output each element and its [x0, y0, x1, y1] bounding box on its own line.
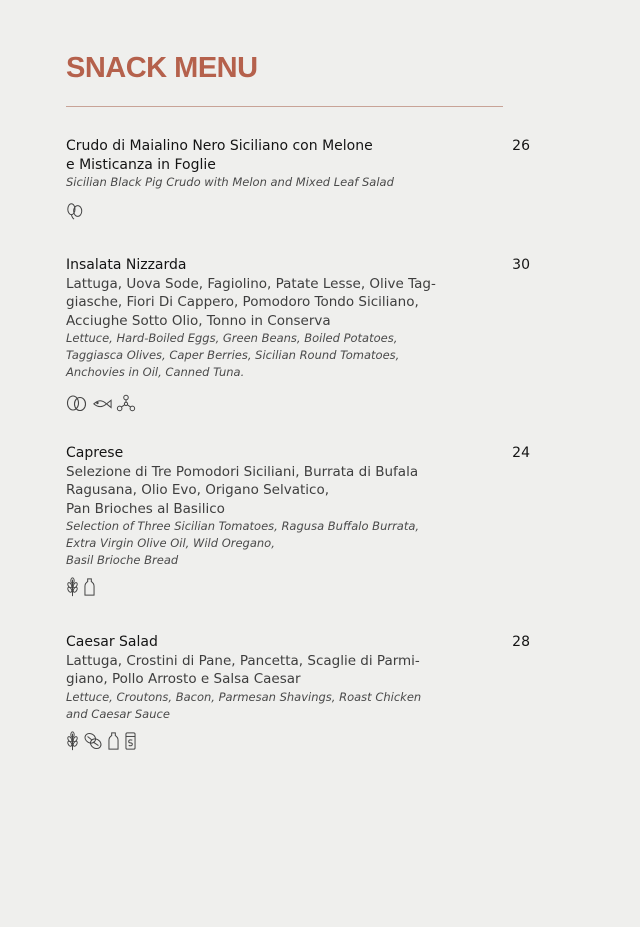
allergen-icons [66, 577, 530, 597]
item-name: Insalata Nizzarda [66, 257, 187, 273]
item-name: Caprese [66, 445, 124, 461]
item-description: Lattuga, Crostini di Pane, Pancetta, Scaglie di Parmi- giano, Pollo Arrosto e Salsa Caesar [66, 652, 420, 687]
allergen-icons [66, 731, 530, 751]
gluten-icon [66, 577, 79, 597]
allergen-icons [66, 393, 530, 413]
item-name: Caesar Salad [66, 634, 158, 650]
item-description: Selezione di Tre Pomodori Siciliani, Burrata di Bufala Ragusana, Olio Evo, Origano Selvatico, Pan Brioches al Basilico [66, 463, 419, 517]
item-english-description: Lettuce, Croutons, Bacon, Parmesan Shavings, Roast Chicken and Caesar Sauce [66, 689, 422, 721]
egg-icon [66, 393, 88, 413]
lupin-icon [66, 201, 84, 221]
item-name: Crudo di Maialino Nero Siciliano con Melone e Misticanza in Foglie [66, 138, 373, 173]
menu-item [66, 137, 530, 221]
fish-icon [92, 393, 112, 413]
allergen-icons [66, 201, 530, 221]
milk-icon [107, 731, 120, 751]
sulphites-icon [124, 731, 137, 751]
molecule-icon [116, 393, 136, 413]
item-english-description: Selection of Three Sicilian Tomatoes, Ragusa Buffalo Burrata, Extra Virgin Olive Oil, Wild Oregano, Basil Brioche Bread [66, 519, 420, 567]
item-price: 30 [512, 257, 530, 273]
item-price: 24 [512, 445, 530, 461]
item-english-description: Sicilian Black Pig Crudo with Melon and Mixed Leaf Salad [66, 175, 394, 189]
nuts-icon [83, 731, 103, 751]
title-divider [66, 106, 503, 107]
gluten-icon [66, 731, 79, 751]
menu-item [66, 633, 530, 751]
item-description: Lattuga, Uova Sode, Fagiolino, Patate Lesse, Olive Tag- giasche, Fiori Di Cappero, Pomodoro Tondo Siciliano, Acciughe Sotto Olio, Tonno in Conserva [66, 275, 436, 329]
item-price: 26 [512, 138, 530, 154]
item-english-description: Lettuce, Hard-Boiled Eggs, Green Beans, Boiled Potatoes, Taggiasca Olives, Caper Berries, Sicilian Round Tomatoes, Anchovies in Oil, Canned Tuna. [66, 331, 400, 379]
menu-item [66, 256, 530, 413]
milk-icon [83, 577, 96, 597]
menu-item [66, 444, 530, 597]
item-price: 28 [512, 634, 530, 650]
menu-title: SNACK MENU [66, 52, 258, 84]
